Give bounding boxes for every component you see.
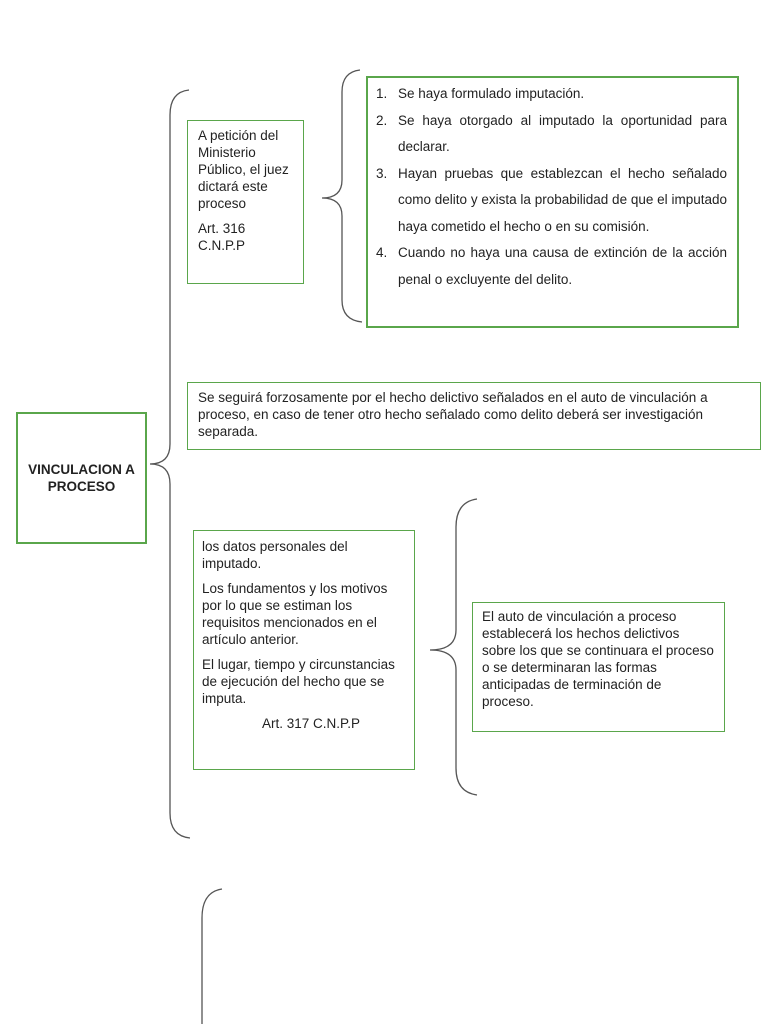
datos-box xyxy=(193,530,415,770)
datos-paragraph-3: El lugar, tiempo y circunstancias de ejecución del hecho que se imputa. xyxy=(202,657,395,706)
list-item xyxy=(376,81,727,108)
item-number: 2. xyxy=(376,112,388,128)
item-number: 4. xyxy=(376,245,388,260)
peticion-box xyxy=(187,120,304,284)
item-number: 1. xyxy=(376,86,388,101)
auto-text: El auto de vinculación a proceso establecerá los hechos delictivos sobre los que se continuara el proceso o se determinaran las formas anticipadas de terminación de proceso. xyxy=(482,609,714,709)
datos-paragraph-1: los datos personales del imputado. xyxy=(202,539,348,571)
list-item xyxy=(376,240,727,293)
peticion-text: A petición del Ministerio Público, el juez dictará este proceso xyxy=(198,128,289,211)
datos-paragraph-2: Los fundamentos y los motivos por lo que se estiman los requisitos mencionados en el artículo anterior. xyxy=(202,581,388,647)
requisitos-brace xyxy=(322,70,362,322)
requisitos-list xyxy=(376,81,727,293)
item-text: Se haya formulado imputación. xyxy=(398,86,585,101)
seguira-text: Se seguirá forzosamente por el hecho delictivo señalados en el auto de vinculación a proceso, en caso de tener otro hecho señalado como delito deberá ser investigación separada. xyxy=(198,390,708,439)
seguira-box xyxy=(187,382,761,450)
item-number: 3. xyxy=(376,165,388,181)
auto-box xyxy=(472,602,725,732)
peticion-article: Art. 316 C.N.P.P xyxy=(198,221,246,253)
bottom-brace xyxy=(202,889,222,1024)
list-item xyxy=(376,108,727,161)
item-text: Cuando no haya una causa de extinción de la acción penal o excluyente del delito. xyxy=(398,245,727,287)
item-text: Hayan pruebas que establezcan el hecho señalado como delito y exista la probabilidad de que el imputado haya cometido el hecho o en su comisión. xyxy=(398,165,727,234)
main-node-label: VINCULACION A PROCESO xyxy=(28,462,135,494)
auto-brace xyxy=(430,499,477,795)
item-text: Se haya otorgado al imputado la oportunidad para declarar. xyxy=(398,112,727,154)
main-brace xyxy=(150,90,190,838)
main-node xyxy=(16,412,147,544)
requisitos-box xyxy=(366,76,739,328)
datos-article: Art. 317 C.N.P.P xyxy=(261,716,361,731)
list-item xyxy=(376,161,727,241)
